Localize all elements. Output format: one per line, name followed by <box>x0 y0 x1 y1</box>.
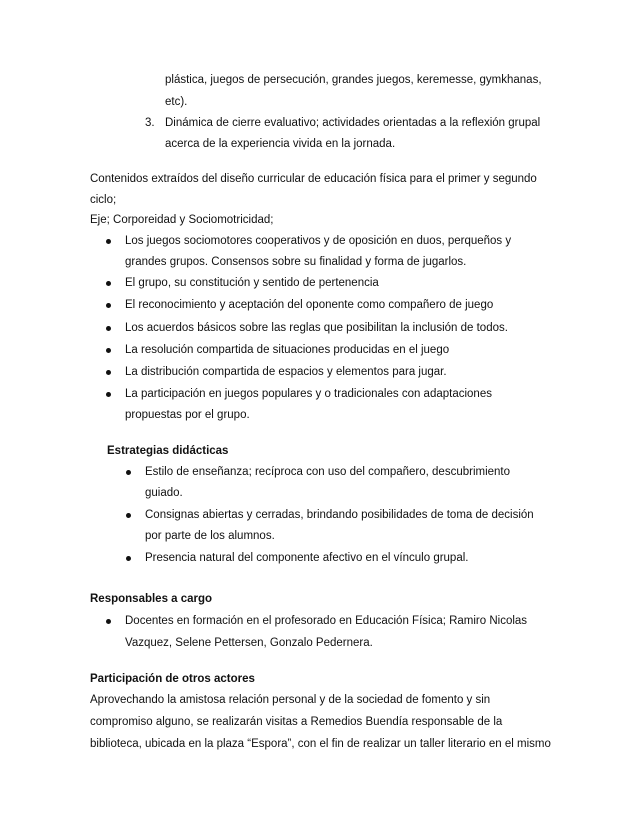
bullet-icon <box>126 470 131 475</box>
participacion-paragraph: Aprovechando la amistosa relación personal y de la sociedad de fomento y sin <box>90 694 491 706</box>
list-item-2-continuation: plástica, juegos de persecución, grandes juegos, keremesse, gymkhanas, <box>165 74 542 86</box>
bullet-icon <box>106 370 111 375</box>
list-item: Vazquez, Selene Pettersen, Gonzalo Pedernera. <box>125 637 373 649</box>
bullet-icon <box>106 619 111 624</box>
section-heading: Responsables a cargo <box>90 593 213 605</box>
list-item: guiado. <box>145 487 183 499</box>
list-item-2-continuation: etc). <box>165 96 188 108</box>
bullet-icon <box>126 513 131 518</box>
list-item: grandes grupos. Consensos sobre su finalidad y forma de jugarlos. <box>125 256 467 268</box>
list-item: El grupo, su constitución y sentido de pertenencia <box>125 277 379 289</box>
list-item: Consignas abiertas y cerradas, brindando posibilidades de toma de decisión <box>145 509 534 521</box>
list-item: Los juegos sociomotores cooperativos y de oposición en duos, perqueños y <box>125 235 512 247</box>
contenidos-paragraph: Contenidos extraídos del diseño curricular de educación física para el primer y segundo <box>90 173 537 185</box>
participacion-paragraph: biblioteca, ubicada en la plaza “Espora”, con el fin de realizar un taller literario en el mismo <box>90 738 551 750</box>
bullet-icon <box>106 392 111 397</box>
list-item: La resolución compartida de situaciones producidas en el juego <box>125 344 450 356</box>
bullet-icon <box>106 281 111 286</box>
list-item: Los acuerdos básicos sobre las reglas que posibilitan la inclusión de todos. <box>125 322 508 334</box>
list-item: La distribución compartida de espacios y elementos para jugar. <box>125 366 447 378</box>
list-item-3: acerca de la experiencia vivida en la jornada. <box>165 138 396 150</box>
list-item: Presencia natural del componente afectivo en el vínculo grupal. <box>145 552 469 564</box>
bullet-icon <box>106 348 111 353</box>
bullet-icon <box>106 326 111 331</box>
contenidos-paragraph: ciclo; <box>90 194 117 206</box>
section-heading: Participación de otros actores <box>90 673 255 685</box>
bullet-icon <box>106 239 111 244</box>
list-item: Estilo de enseñanza; recíproca con uso del compañero, descubrimiento <box>145 466 511 478</box>
list-item: El reconocimiento y aceptación del oponente como compañero de juego <box>125 299 494 311</box>
list-item: por parte de los alumnos. <box>145 530 275 542</box>
section-heading: Estrategias didácticas <box>107 445 229 457</box>
eje-line: Eje; Corporeidad y Sociomotricidad; <box>90 214 274 226</box>
bullet-icon <box>126 556 131 561</box>
list-item: La participación en juegos populares y o tradicionales con adaptaciones <box>125 388 492 400</box>
list-number: 3. <box>145 117 155 129</box>
bullet-icon <box>106 303 111 308</box>
participacion-paragraph: compromiso alguno, se realizarán visitas a Remedios Buendía responsable de la <box>90 716 503 728</box>
list-item: propuestas por el grupo. <box>125 409 250 421</box>
list-item-3: Dinámica de cierre evaluativo; actividades orientadas a la reflexión grupal <box>165 117 541 129</box>
list-item: Docentes en formación en el profesorado en Educación Física; Ramiro Nicolas <box>125 615 528 627</box>
